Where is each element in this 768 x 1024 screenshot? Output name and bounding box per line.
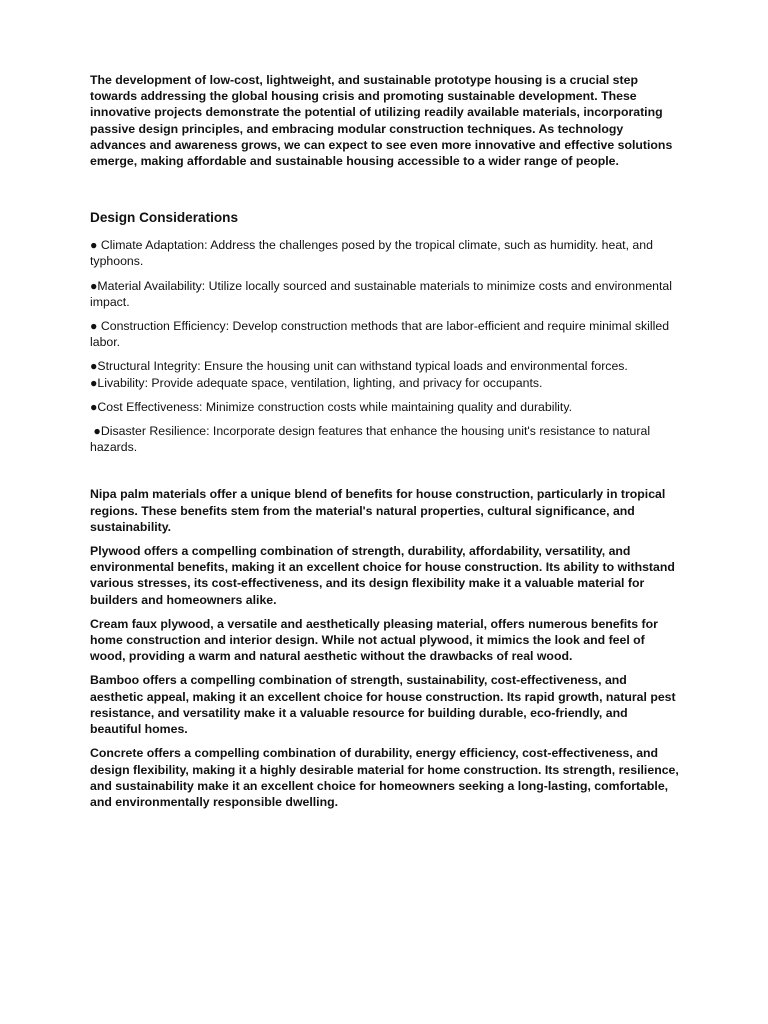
design-considerations-list: [90, 237, 680, 455]
bullet-cost-effectiveness: ●Cost Effectiveness: Minimize construction costs while maintaining quality and durability.: [90, 399, 572, 414]
bullet-construction-efficiency: ● Construction Efficiency: Develop construction methods that are labor-efficient and require minimal skilled labor.: [90, 319, 670, 350]
section-heading: Design Considerations: [90, 210, 239, 226]
paragraph-concrete: Concrete offers a compelling combination of durability, energy efficiency, cost-effectiveness, and design flexibility, making it a highly desirable material for home construction. Its strength, resilience, and sustainability make it an excellent choice for homeowners seeking a long-lasting, comfortable, and environmentally responsible dwelling.: [90, 746, 679, 809]
paragraph-nipa-palm: Nipa palm materials offer a unique blend of benefits for house construction, particularly in tropical regions. These benefits stem from the material's natural properties, cultural significance, and sustainability.: [90, 487, 666, 534]
document-page: [90, 72, 680, 818]
paragraph-cream-faux-plywood: Cream faux plywood, a versatile and aesthetically pleasing material, offers numerous benefits for home construction and interior design. While not actual plywood, it mimics the look and feel of wood, providing a warm and natural aesthetic without the drawbacks of real wood.: [90, 616, 658, 664]
bullet-material-availability: ●Material Availability: Utilize locally sourced and sustainable materials to minimize costs and environmental impact.: [90, 278, 673, 309]
bullet-climate-adaptation: ● Climate Adaptation: Address the challenges posed by the tropical climate, such as humidity. heat, and typhoons.: [90, 238, 653, 269]
bullet-disaster-resilience: ●Disaster Resilience: Incorporate design features that enhance the housing unit's resistance to natural hazards.: [90, 424, 654, 455]
paragraph-plywood: Plywood offers a compelling combination of strength, durability, affordability, versatility, and environmental benefits, making it an excellent choice for house construction. Its ability to withstand various stresses, its cost-effectiveness, and its design flexibility make it a valuable material for builders and homeowners alike.: [90, 544, 675, 607]
bullet-structural-integrity: ●Structural Integrity: Ensure the housing unit can withstand typical loads and environmental forces. ●Livability: Provide adequate space, ventilation, lighting, and privacy for occupants.: [90, 359, 628, 390]
paragraph-bamboo: Bamboo offers a compelling combination of strength, sustainability, cost-effectiveness, and aesthetic appeal, making it an excellent choice for house construction. Its rapid growth, natural pest resistance, and versatility make it a valuable resource for building durable, eco-friendly, and beautiful homes.: [90, 673, 676, 737]
intro-paragraph: The development of low-cost, lightweight, and sustainable prototype housing is a crucial step towards addressing the global housing crisis and promoting sustainable development. These innovative projects demonstrate the potential of utilizing readily available materials, incorporating passive design principles, and embracing modular construction techniques. As technology advances and awareness grows, we can expect to see even more innovative and effective solutions emerge, making affordable and sustainable housing accessible to a wider range of people.: [90, 73, 673, 169]
